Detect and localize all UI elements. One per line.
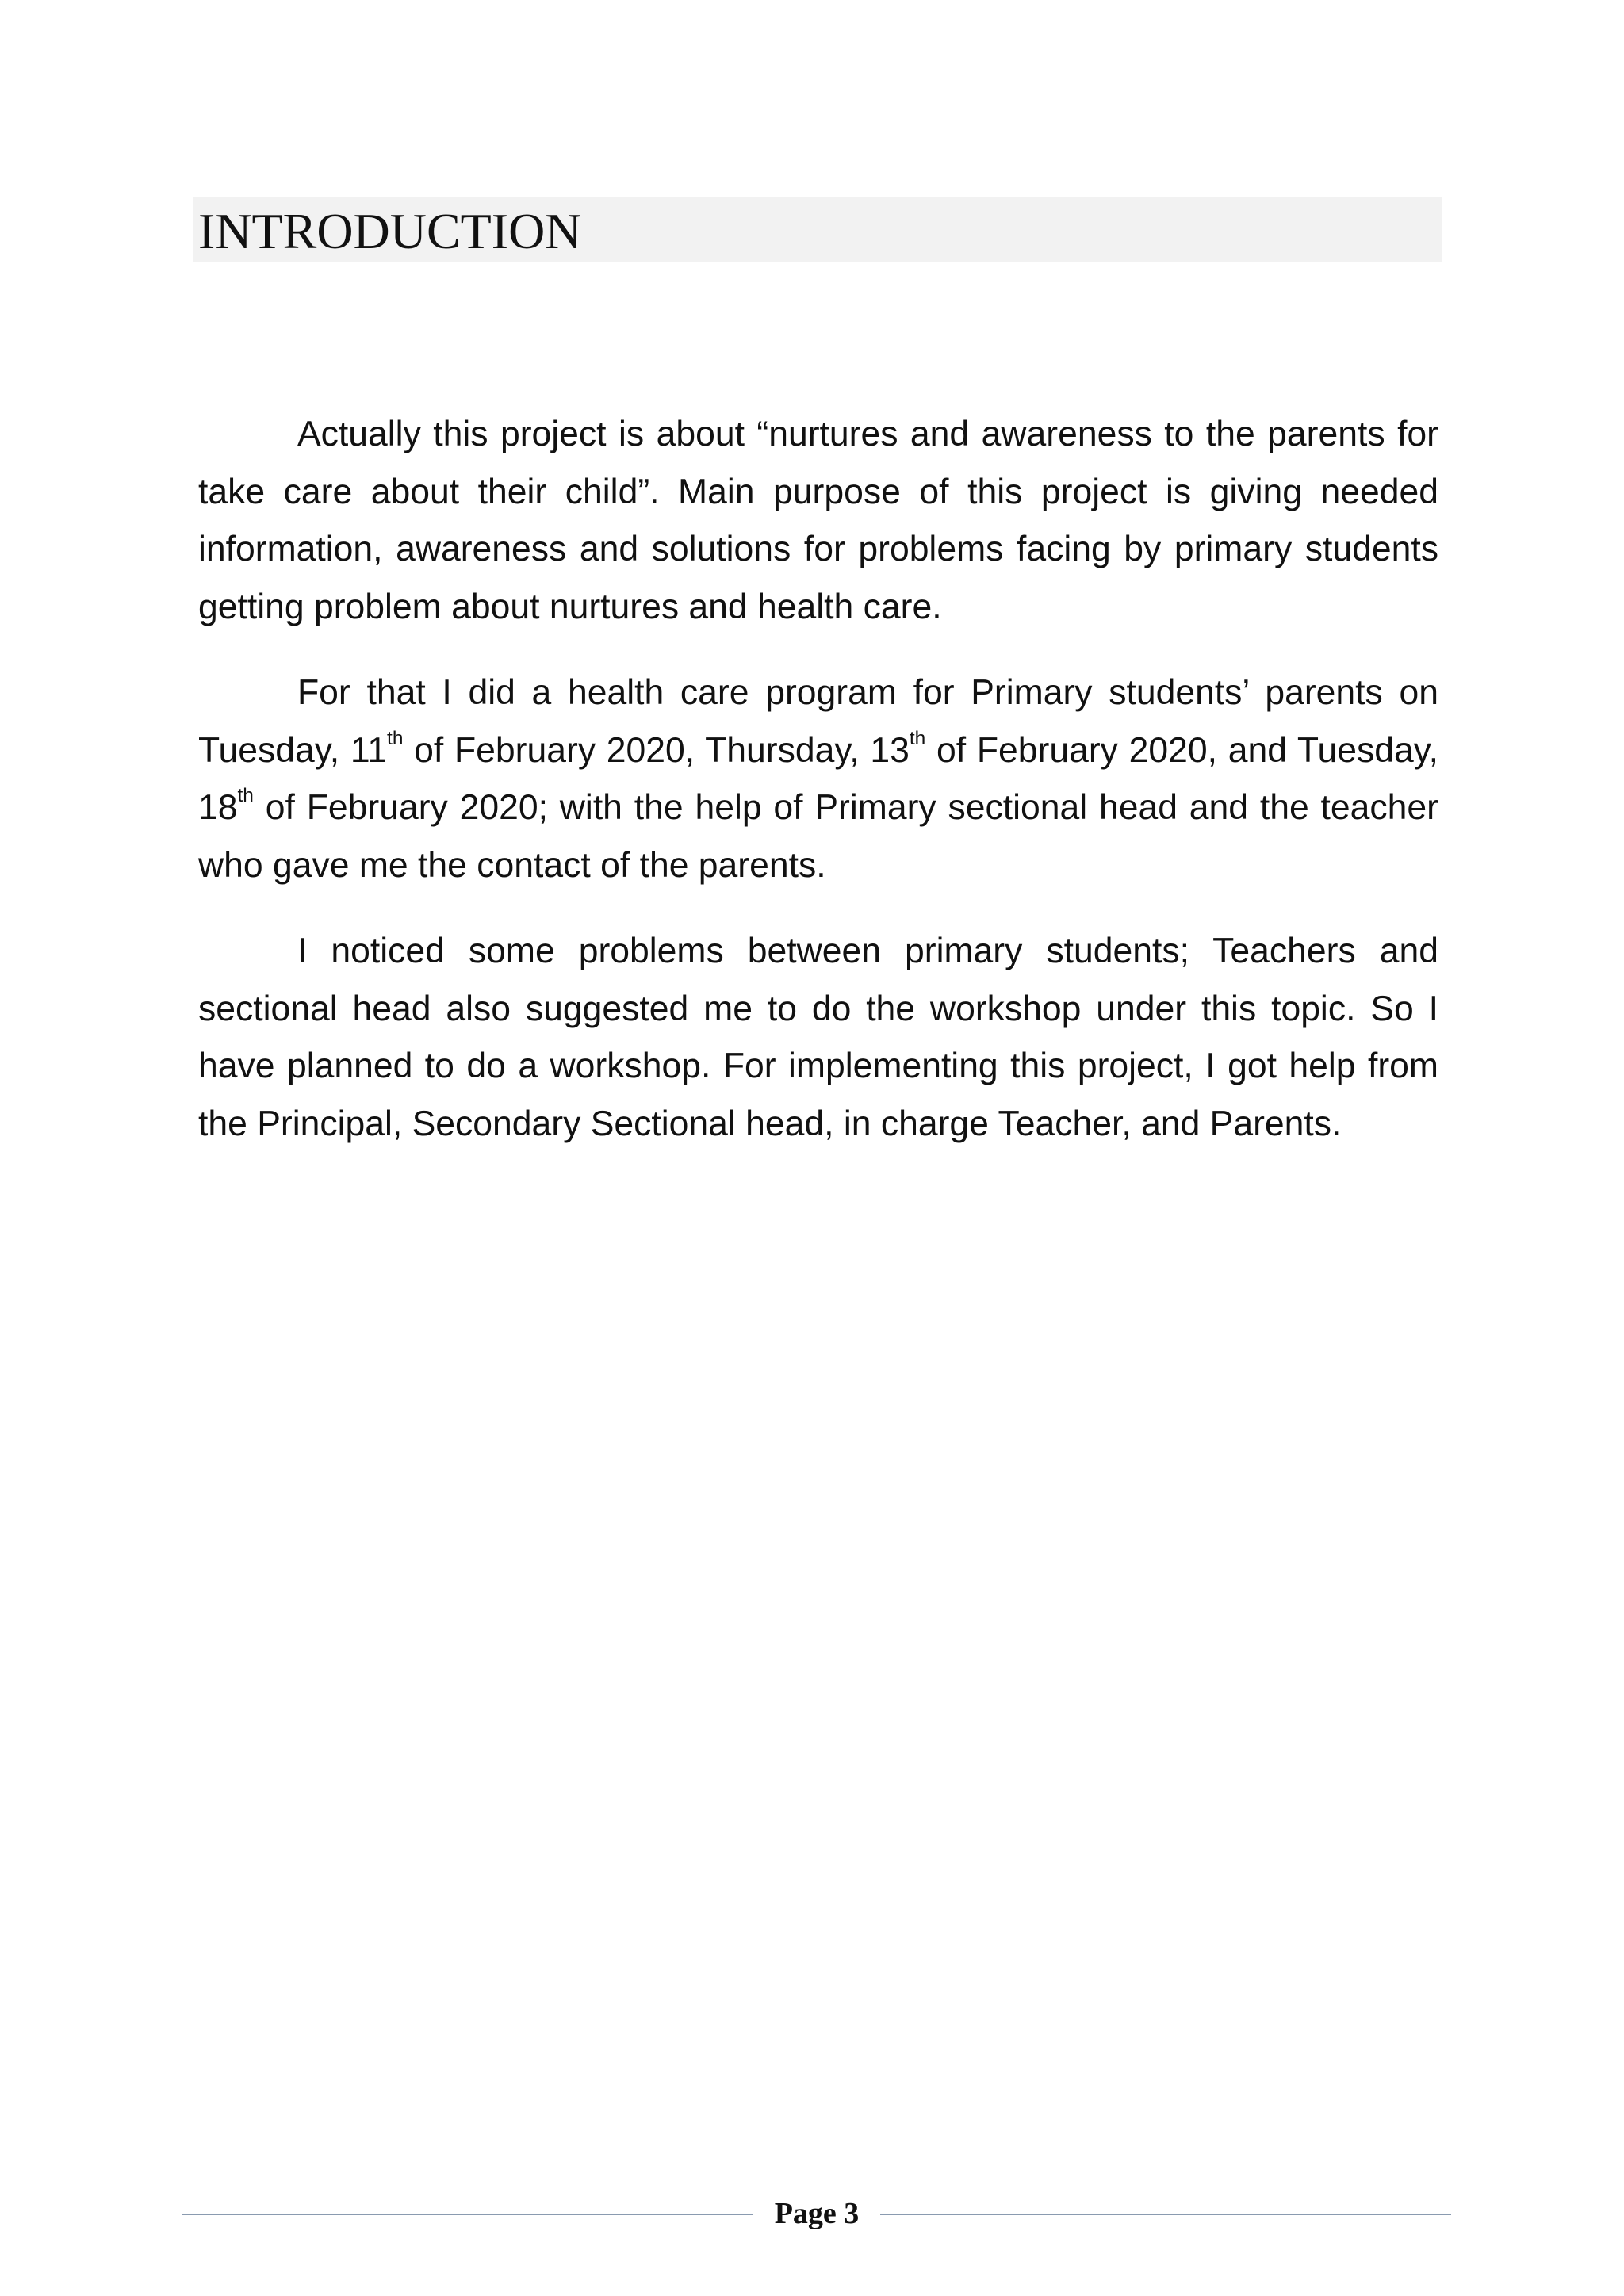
paragraph-2-part-4: of February 2020; with the help of Primary sectional head and the teacher who gave me the contact of the parents.	[198, 788, 1438, 885]
ordinal-suffix-1: th	[387, 727, 404, 749]
body-text	[198, 406, 1438, 1181]
footer-rule-left	[182, 2214, 753, 2215]
paragraph-2	[198, 664, 1438, 894]
ordinal-suffix-2: th	[909, 727, 926, 749]
footer-rule-right	[880, 2214, 1451, 2215]
paragraph-3: I noticed some problems between primary students; Teachers and sectional head also suggested me to do the workshop under this topic. So I have planned to do a workshop. For implementing this project, I got help from the Principal, Secondary Sectional head, in charge Teacher, and Parents.	[198, 932, 1438, 1143]
section-heading: INTRODUCTION	[198, 203, 582, 259]
page-number: Page 3	[774, 2197, 860, 2230]
paragraph-2-part-3: of February 2020, and Tuesday, 18	[198, 730, 1438, 827]
ordinal-suffix-3: th	[237, 784, 254, 806]
paragraph-1: Actually this project is about “nurtures and awareness to the parents for take care about their child”. Main purpose of this project is giving needed information, awareness and solutions for problems facing by primary students getting problem about nurtures and health care.	[198, 415, 1438, 626]
paragraph-2-part-1: For that I did a health care program for Primary students’ parents on Tuesday, 11	[198, 673, 1438, 770]
paragraph-2-part-2: of February 2020, Thursday, 13	[403, 730, 910, 770]
page-footer	[182, 2198, 1451, 2229]
